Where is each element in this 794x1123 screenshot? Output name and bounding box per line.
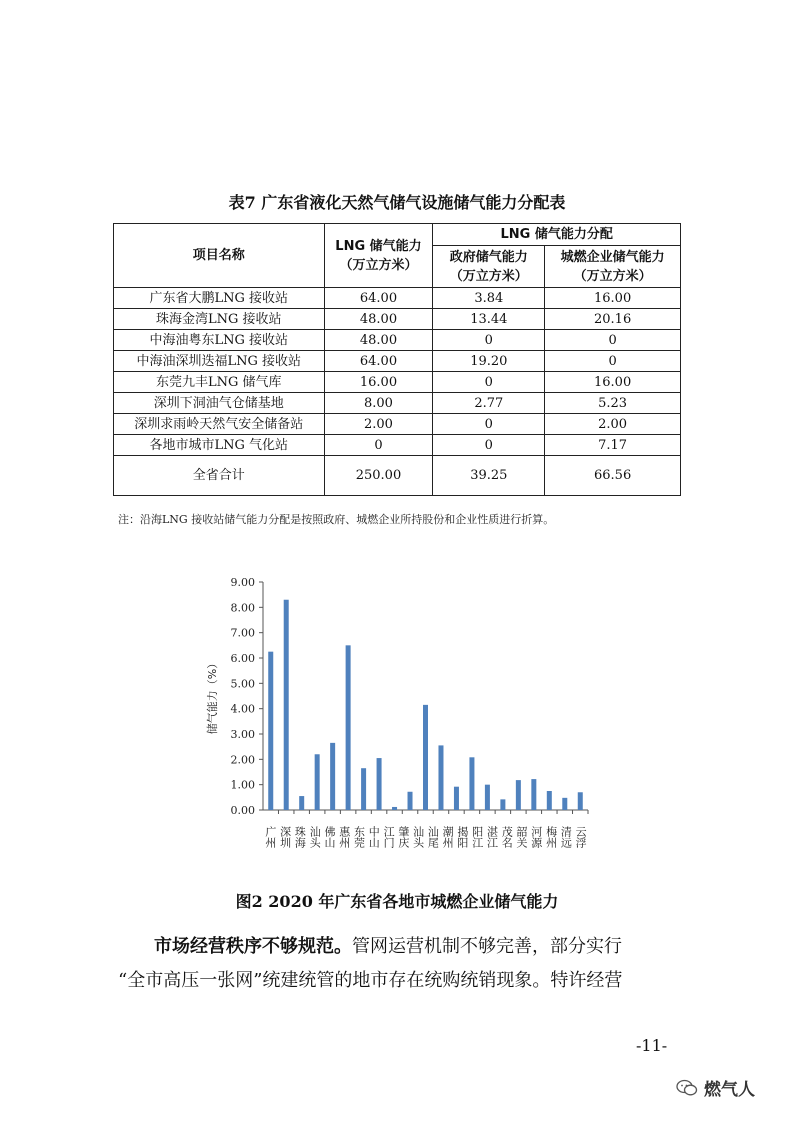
table-row [114,435,681,456]
cell-enterprise: 20.16 [545,309,681,330]
total-label: 全省合计 [114,456,325,496]
cell-project: 深圳求雨岭天然气安全储备站 [114,414,325,435]
cell-project: 各地市城市LNG 气化站 [114,435,325,456]
figure-title: 图2 2020 年广东省各地市城燃企业储气能力 [235,892,559,911]
bar [578,792,583,810]
cell-enterprise: 16.00 [545,288,681,309]
cell-enterprise: 7.17 [545,435,681,456]
y-tick-label: 0.00 [230,804,255,817]
storage-bar-chart [200,570,600,880]
y-axis-label: 储气能力（%） [206,657,219,735]
y-tick-label: 1.00 [230,778,255,792]
bar [408,792,413,810]
y-tick-label: 2.00 [230,753,255,767]
x-tick-label: 茂名 [500,826,514,848]
cell-lng: 8.00 [324,393,433,414]
cell-lng: 16.00 [324,372,433,393]
bar [377,758,382,810]
y-tick-label: 9.00 [230,576,255,589]
cell-enterprise: 0 [545,351,681,372]
cell-lng: 64.00 [324,288,433,309]
x-tick-label: 河源 [529,826,543,848]
header-project-name: 项目名称 [114,224,325,288]
cell-enterprise: 2.00 [545,414,681,435]
x-tick-label: 东莞 [352,826,366,848]
x-tick-label: 汕尾 [426,826,440,848]
x-tick-label: 广州 [263,826,277,848]
x-tick-label: 佛山 [322,826,336,848]
x-tick-label: 云浮 [574,826,588,848]
cell-project: 中海油粤东LNG 接收站 [114,330,325,351]
cell-government: 3.84 [433,288,545,309]
paragraph-text: 管网运营机制不够完善，部分实行 [352,936,622,957]
cell-government: 19.20 [433,351,545,372]
y-tick-label: 5.00 [230,677,255,691]
y-tick-label: 4.00 [230,702,255,716]
x-tick-label: 清远 [559,826,573,848]
bar [423,705,428,810]
page-number: -11- [636,1036,668,1055]
x-tick-label: 中山 [367,826,381,848]
bar [531,779,536,810]
total-lng: 250.00 [324,456,433,496]
bar [315,754,320,810]
header-allocation-group: LNG 储气能力分配 [433,224,681,246]
cell-enterprise: 5.23 [545,393,681,414]
bar [284,600,289,810]
wechat-icon [676,1079,698,1097]
paragraph-heading: 市场经营秩序不够规范。 [154,936,352,957]
header-government-capacity: 政府储气能力 （万立方米） [433,246,545,288]
bar [392,807,397,810]
x-tick-label: 揭阳 [455,826,469,848]
x-tick-label: 深圳 [278,826,292,848]
body-paragraph-1 [118,930,698,964]
cell-government: 13.44 [433,309,545,330]
x-tick-label: 珠海 [293,826,307,848]
cell-lng: 48.00 [324,309,433,330]
cell-enterprise: 16.00 [545,372,681,393]
x-tick-label: 汕头 [308,826,322,848]
x-tick-label: 潮州 [441,826,455,848]
y-tick-label: 3.00 [230,728,255,741]
cell-government: 0 [433,330,545,351]
x-tick-label: 汕头 [411,826,425,848]
table-row [114,288,681,309]
x-tick-label: 江门 [382,826,396,848]
x-tick-label: 韶关 [515,826,529,848]
table-row [114,372,681,393]
bar [361,768,366,810]
table-note: 注：沿海LNG 接收站储气能力分配是按照政府、城燃企业所持股份和企业性质进行折算。 [118,513,555,526]
cell-lng: 64.00 [324,351,433,372]
cell-project: 珠海金湾LNG 接收站 [114,309,325,330]
y-tick-label: 6.00 [230,652,255,665]
bar [469,757,474,810]
x-tick-label: 惠州 [337,826,351,848]
body-paragraph-2: “全市高压一张网”统建统管的地市存在统购统销现象。特许经营 [118,970,623,991]
bar [346,645,351,810]
bar [299,796,304,810]
cell-government: 0 [433,372,545,393]
total-enterprise: 66.56 [545,456,681,496]
cell-project: 中海油深圳迭福LNG 接收站 [114,351,325,372]
table-row [114,393,681,414]
x-tick-label: 肇庆 [396,826,410,848]
bar [268,652,273,810]
header-enterprise-capacity: 城燃企业储气能力 （万立方米） [545,246,681,288]
cell-government: 0 [433,414,545,435]
total-government: 39.25 [433,456,545,496]
watermark-text: 燃气人 [704,1080,755,1100]
bar [485,785,490,810]
cell-lng: 0 [324,435,433,456]
bar [500,799,505,810]
bar [547,791,552,810]
cell-project: 深圳下洞油气仓储基地 [114,393,325,414]
cell-enterprise: 0 [545,330,681,351]
x-tick-label: 梅州 [544,826,558,848]
header-lng-capacity: LNG 储气能力 （万立方米） [324,224,433,288]
cell-project: 东莞九丰LNG 储气库 [114,372,325,393]
watermark [676,1075,755,1100]
table-row [114,414,681,435]
cell-lng: 48.00 [324,330,433,351]
x-tick-label: 湛江 [485,826,499,848]
cell-government: 2.77 [433,393,545,414]
bar [438,745,443,810]
x-tick-label: 阳江 [470,826,484,848]
bar [562,798,567,810]
table-title: 表7 广东省液化天然气储气设施储气能力分配表 [228,193,566,212]
table-row [114,309,681,330]
y-tick-label: 8.00 [230,601,255,615]
table-row [114,330,681,351]
cell-project: 广东省大鹏LNG 接收站 [114,288,325,309]
cell-lng: 2.00 [324,414,433,435]
cell-government: 0 [433,435,545,456]
storage-allocation-table [113,223,681,496]
table-row [114,351,681,372]
bar [330,743,335,810]
table-total-row [114,456,681,496]
bar [454,787,459,810]
bar [516,780,521,810]
y-tick-label: 7.00 [230,626,255,640]
